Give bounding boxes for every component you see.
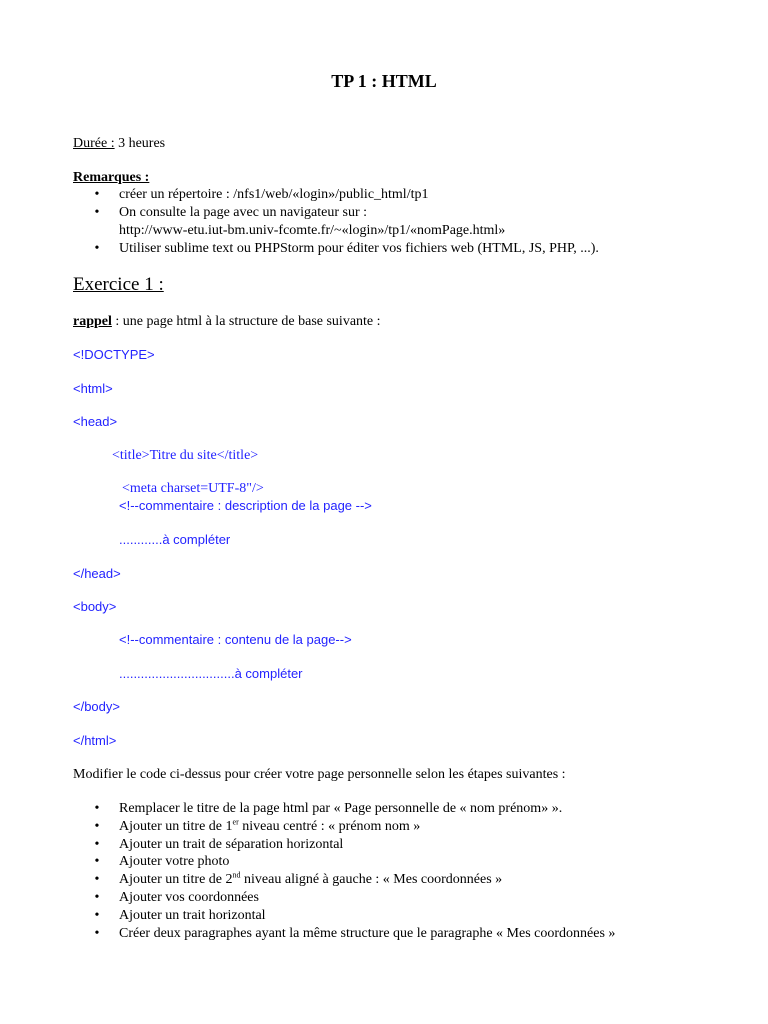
code-body-open: <body>: [73, 599, 117, 614]
step-text-part: Ajouter un titre de 2: [119, 872, 233, 887]
bullet-icon: •: [94, 819, 100, 834]
list-item-text: Ajouter votre photo: [119, 854, 230, 869]
code-comment-body: <!--commentaire : contenu de la page-->: [119, 632, 352, 647]
list-item-text: [119, 818, 420, 835]
bullet-icon: •: [94, 890, 100, 905]
duration-label: Durée :: [73, 136, 115, 151]
step-text-part: niveau centré : « prénom nom »: [238, 819, 421, 834]
list-item-text: [119, 871, 502, 888]
remarks-heading: Remarques :: [73, 170, 150, 185]
code-complete-head: ............à compléter: [119, 532, 231, 547]
bullet-icon: •: [94, 926, 100, 941]
rappel-text: : une page html à la structure de base suivante :: [111, 314, 381, 329]
instruction-text: Modifier le code ci-dessus pour créer votre page personnelle selon les étapes suivantes :: [73, 767, 566, 782]
superscript: nd: [232, 870, 241, 880]
code-meta-tag: <meta charset=UTF-8"/>: [122, 481, 264, 496]
code-doctype: <!DOCTYPE>: [73, 347, 155, 362]
list-item-text: Ajouter un trait de séparation horizontal: [119, 837, 344, 852]
duration-value: 3 heures: [114, 136, 166, 151]
code-body-close: </body>: [73, 699, 120, 714]
list-item-text: Remplacer le titre de la page html par « Page personnelle de « nom prénom» ».: [119, 801, 563, 816]
list-item-text: On consulte la page avec un navigateur sur :: [119, 205, 368, 220]
superscript: er: [232, 817, 239, 827]
list-item-text: Utiliser sublime text ou PHPStorm pour éditer vos fichiers web (HTML, JS, PHP, ...).: [119, 241, 599, 256]
bullet-icon: •: [94, 187, 100, 202]
url-text: http://www-etu.iut-bm.univ-fcomte.fr/~«login»/tp1/«nomPage.html»: [119, 223, 506, 238]
list-item-text: Ajouter vos coordonnées: [119, 890, 259, 905]
code-head-open: <head>: [73, 414, 118, 429]
code-comment-head: <!--commentaire : description de la page -->: [119, 498, 372, 513]
bullet-icon: •: [94, 241, 100, 256]
bullet-icon: •: [94, 205, 100, 220]
bullet-icon: •: [94, 872, 100, 887]
step-text-part: Ajouter un titre de 1: [119, 819, 233, 834]
page-title: TP 1 : HTML: [331, 71, 437, 91]
list-item-text: Créer deux paragraphes ayant la même structure que le paragraphe « Mes coordonnées »: [119, 926, 616, 941]
bullet-icon: •: [94, 854, 100, 869]
bullet-icon: •: [94, 837, 100, 852]
bullet-icon: •: [94, 908, 100, 923]
code-title-tag: <title>Titre du site</title>: [112, 448, 259, 463]
list-item-text: Ajouter un trait horizontal: [119, 908, 266, 923]
exercise-heading: Exercice 1 :: [73, 274, 164, 295]
code-html-open: <html>: [73, 381, 113, 396]
code-html-close: </html>: [73, 733, 117, 748]
rappel-line: [73, 313, 381, 330]
duration-line: [73, 135, 165, 152]
list-item-text: créer un répertoire : /nfs1/web/«login»/public_html/tp1: [119, 187, 429, 202]
code-complete-body: ................................à compléter: [119, 666, 303, 681]
bullet-icon: •: [94, 801, 100, 816]
rappel-label: rappel: [73, 314, 112, 329]
code-head-close: </head>: [73, 566, 121, 581]
step-text-part: niveau aligné à gauche : « Mes coordonnées »: [240, 872, 503, 887]
